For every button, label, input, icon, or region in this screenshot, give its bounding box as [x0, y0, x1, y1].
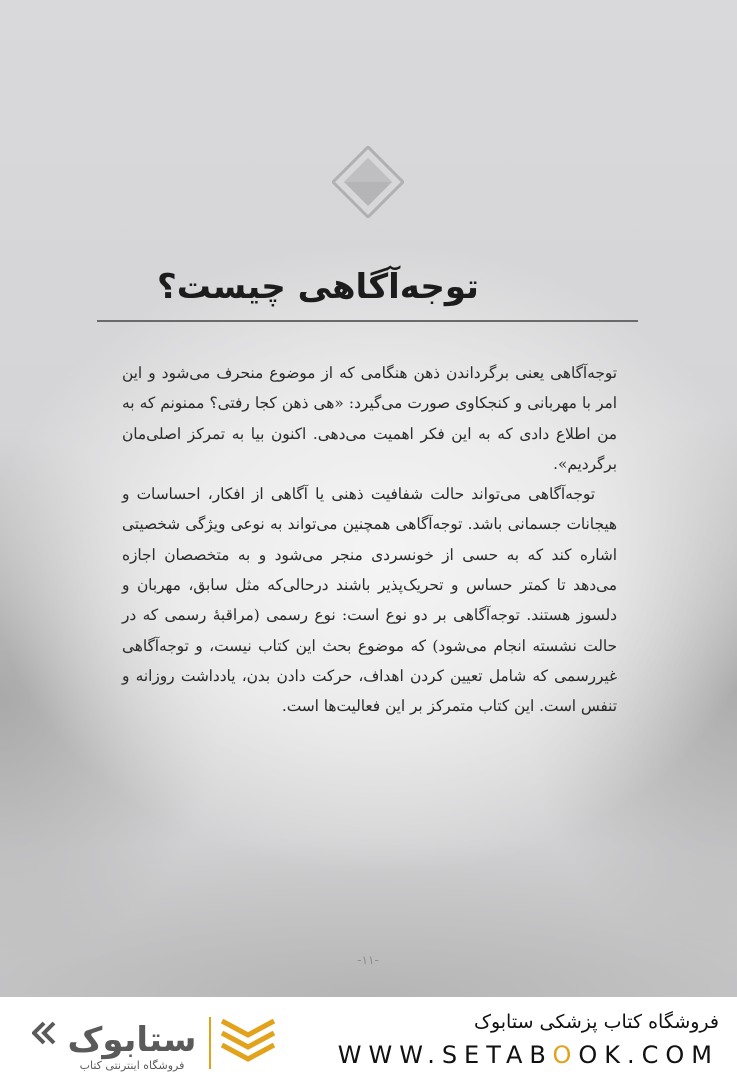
book-stack-logo-icon [222, 1021, 274, 1059]
page-title: توجه‌آگاهی چیست؟ [157, 267, 479, 307]
setabook-logo-graphic [32, 1011, 292, 1073]
paragraph-1: توجه‌آگاهی یعنی برگرداندن ذهن هنگامی که از موضوع منحرف می‌شود و این امر با مهربانی و کنجکاوی صورت می‌گیرد: «هی ذهن کجا رفتی؟ ممنونم که به من اطلاع دادی که به این فکر اهمیت می‌دهی. اکنون بیا به تمرکز اصلی‌مان برگردیم». [122, 364, 617, 473]
title-divider [97, 320, 638, 322]
store-url-link[interactable] [338, 1041, 719, 1069]
diamond-ornament-icon [332, 146, 404, 218]
paragraph-2: توجه‌آگاهی می‌تواند حالت شفافیت ذهنی یا آگاهی از افکار، احساسات و هیجانات جسمانی باشد. توجه‌آگاهی همچنین می‌تواند به نوعی ویژگی شخصیتی اشاره کند که به حسی از خونسردی منجر می‌شود و به متخصصان اجازه می‌دهد تا کمتر حساس و تحریک‌پذیر باشند درحالی‌که مثل سابق، مهربان و دلسوز هستند. توجه‌آگاهی بر دو نوع است: نوع رسمی (مراقبهٔ رسمی که در حالت نشسته انجام می‌شود) که موضوع بحث این کتاب نیست، و توجه‌آگاهی غیررسمی که شامل تعیین کردن اهداف، حرکت دادن بدن، یادداشت روزانه و تنفس است. این کتاب متمرکز بر این فعالیت‌ها است. [122, 485, 617, 716]
url-accent-letter: O [552, 1041, 579, 1069]
body-text [122, 358, 617, 722]
store-name: فروشگاه کتاب پزشکی ستابوک [473, 1011, 719, 1033]
store-logo [32, 1011, 292, 1073]
url-prefix: WWW.SETAB [337, 1041, 553, 1069]
page-number: -۱۱- [357, 953, 379, 967]
store-footer-banner [0, 997, 737, 1080]
logo-wordmark: ستابوک [67, 1020, 197, 1060]
logo-tagline: فروشگاه اینترنتی کتاب [79, 1059, 185, 1072]
url-suffix: OK.COM [578, 1041, 719, 1069]
chevron-marks-icon [34, 1023, 54, 1043]
